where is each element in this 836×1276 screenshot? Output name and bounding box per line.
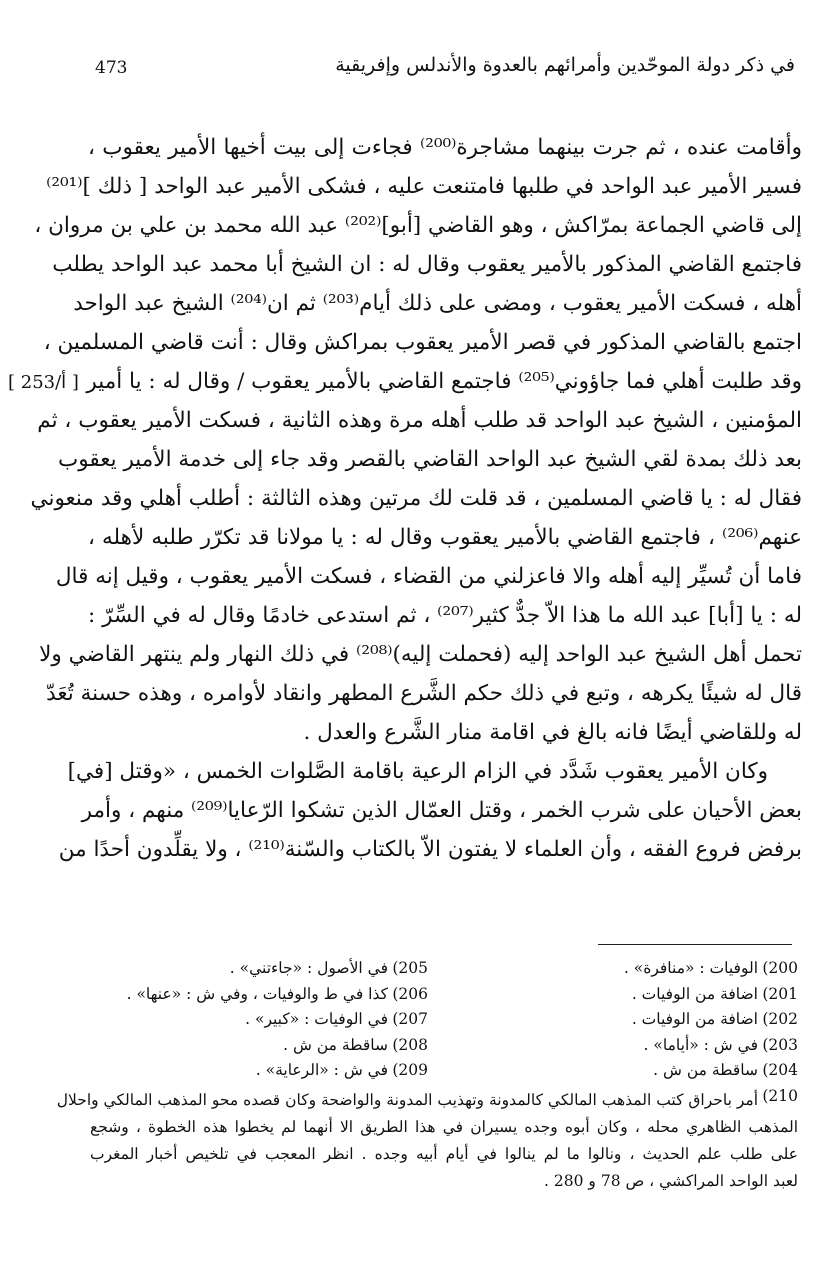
text-line: بعد ذلك بمدة لقي الشيخ عبد الواحد القاضي بالقصر وقد جاء إلى خدمة الأمير يعقوب <box>58 447 802 472</box>
footnote-number: 207) <box>392 1010 428 1028</box>
text-line: إلى قاضي الجماعة بمرّاكش ، وهو القاضي [أبو]⁽²⁰²⁾ عبد الله محمد بن علي بن مروان ، <box>34 213 802 238</box>
footnote-number: 209) <box>392 1061 428 1079</box>
footnote-number: 205) <box>392 959 428 977</box>
footnote-text: في الأصول : «جاءتني» . <box>229 959 388 977</box>
text-line: فاما أن تُسيِّر إليه أهله والا فاعزلني من القضاء ، فسكت الأمير يعقوب ، وقيل إنه قال <box>55 564 802 589</box>
page-number: 473 <box>95 58 128 78</box>
text-line: قال له شيئًا يكرهه ، وتبع في ذلك حكم الشَّرع المطهر وانقاد لأوامره ، وهذه حسنة تُعَدّ <box>46 681 802 706</box>
footnote <box>98 982 428 1008</box>
text-line: فقال له : يا قاضي المسلمين ، قد قلت لك مرتين وهذه الثالثة : أطلب أهلي وقد منعوني <box>30 486 802 511</box>
footnote-text: في الوفيات : «كبير» . <box>245 1010 388 1028</box>
text-line: له وللقاضي أيضًا فانه بالغ في اقامة منار الشَّرع والعدل . <box>303 720 802 745</box>
footnote-text: ساقطة من ش . <box>653 1061 758 1079</box>
footnote-text: الوفيات : «منافرة» . <box>623 959 758 977</box>
footnote-column-left <box>98 956 428 1084</box>
footnote <box>98 1058 428 1084</box>
footnote-number: 204) <box>762 1061 798 1079</box>
text-line: بعض الأحيان على شرب الخمر ، وقتل العمّال الذين تشكوا الرّعايا⁽²⁰⁹⁾ منهم ، وأمر <box>81 798 802 823</box>
footnote-text: ساقطة من ش . <box>283 1035 388 1054</box>
text-line: اجتمع بالقاضي المذكور في قصر الأمير يعقوب بمراكش وقال : أنت قاضي المسلمين ، <box>43 330 802 355</box>
footnote <box>468 1007 798 1033</box>
footnote-number: 208) <box>392 1035 428 1054</box>
footnote-line: على طلب علم الحديث ، ونالوا ما لم ينالوا في أيام أبيه وجده . انظر المعجب في تلخيص أخبار المغرب <box>90 1145 798 1163</box>
footnote-number: 210) <box>762 1087 798 1105</box>
footnote <box>98 1033 428 1059</box>
footnote-text: كذا في ط والوفيات ، وفي ش : «عنها» . <box>126 984 388 1003</box>
footnote-line: أمر باحراق كتب المذهب المالكي كالمدونة وتهذيب المدونة والواضحة وكان قصده محو المذهب المالكي واحلال <box>56 1091 758 1109</box>
footnote <box>98 956 428 982</box>
footnote-separator <box>598 944 792 945</box>
text-line: وأقامت عنده ، ثم جرت بينهما مشاجرة⁽²⁰⁰⁾ فجاءت إلى بيت أخيها الأمير يعقوب ، <box>88 135 802 160</box>
text-line: فسير الأمير عبد الواحد في طلبها فامتنعت عليه ، فشكى الأمير عبد الواحد [ ذلك ]⁽²⁰¹⁾ <box>46 174 802 199</box>
text-line: أهله ، فسكت الأمير يعقوب ، ومضى على ذلك أيام⁽²⁰³⁾ ثم ان⁽²⁰⁴⁾ الشيخ عبد الواحد <box>73 291 802 316</box>
footnote <box>468 982 798 1008</box>
text-line: برفض فروع الفقه ، وأن العلماء لا يفتون الاّ بالكتاب والسّنة⁽²¹⁰⁾ ، ولا يقلِّدون أحدًا من <box>58 837 802 862</box>
footnote-text: اضافة من الوفيات . <box>631 984 758 1003</box>
footnote-text: اضافة من الوفيات . <box>631 1010 758 1028</box>
text-line: وكان الأمير يعقوب شَدَّد في الزام الرعية باقامة الصَّلوات الخمس ، «وقتل [في] <box>67 759 768 784</box>
footnote-text: في ش : «أياما» . <box>643 1035 758 1054</box>
footnote <box>468 1033 798 1059</box>
footnote-line: لعبد الواحد المراكشي ، ص 78 و 280 . <box>544 1172 798 1190</box>
footnote-number: 202) <box>762 1010 798 1028</box>
footnote-line: المذهب الظاهري محله ، وكان أبوه وجده يسيران في هذا الطريق الا أنهما لم يخطوا هذه الخطوة ، وشجع <box>90 1118 798 1136</box>
footnote-text: في ش : «الرعاية» . <box>255 1061 388 1079</box>
footnote-number: 200) <box>762 959 798 977</box>
text-line: عنهم⁽²⁰⁶⁾ ، فاجتمع القاضي بالأمير يعقوب وقال له : يا مولانا قد تكرّر طلبه لأهله ، <box>88 525 802 550</box>
footnote-number: 203) <box>762 1035 798 1054</box>
text-line: وقد طلبت أهلي فما جاؤوني⁽²⁰⁵⁾ فاجتمع القاضي بالأمير يعقوب / وقال له : يا أمير <box>86 369 802 394</box>
running-title: في ذكر دولة الموحّدين وأمرائهم بالعدوة والأندلس وإفريقية <box>335 54 795 76</box>
text-line: له : يا [أبا] عبد الله ما هذا الاّ جدٌّ كثير⁽²⁰⁷⁾ ، ثم استدعى خادمًا وقال له في السِّرّ : <box>88 603 802 628</box>
footnote-column-right <box>468 956 798 1084</box>
footnote <box>98 1007 428 1033</box>
running-head <box>95 50 795 90</box>
footnote <box>468 956 798 982</box>
text-line: المؤمنين ، الشيخ عبد الواحد قد طلب أهله مرة وهذه الثانية ، فسكت الأمير يعقوب ، ثم <box>37 408 802 433</box>
footnote-number: 201) <box>762 984 798 1003</box>
text-line: تحمل أهل الشيخ عبد الواحد إليه (فحملت إليه)⁽²⁰⁸⁾ في ذلك النهار ولم ينتهر القاضي ولا <box>39 642 802 667</box>
margin-folio-note: [ 253/أ ] <box>8 372 79 393</box>
footnote-long <box>56 1087 798 1195</box>
text-line: فاجتمع القاضي المذكور بالأمير يعقوب وقال له : ان الشيخ أبا محمد عبد الواحد يطلب <box>52 252 802 277</box>
footnote-number: 206) <box>392 984 428 1003</box>
footnote <box>468 1058 798 1084</box>
